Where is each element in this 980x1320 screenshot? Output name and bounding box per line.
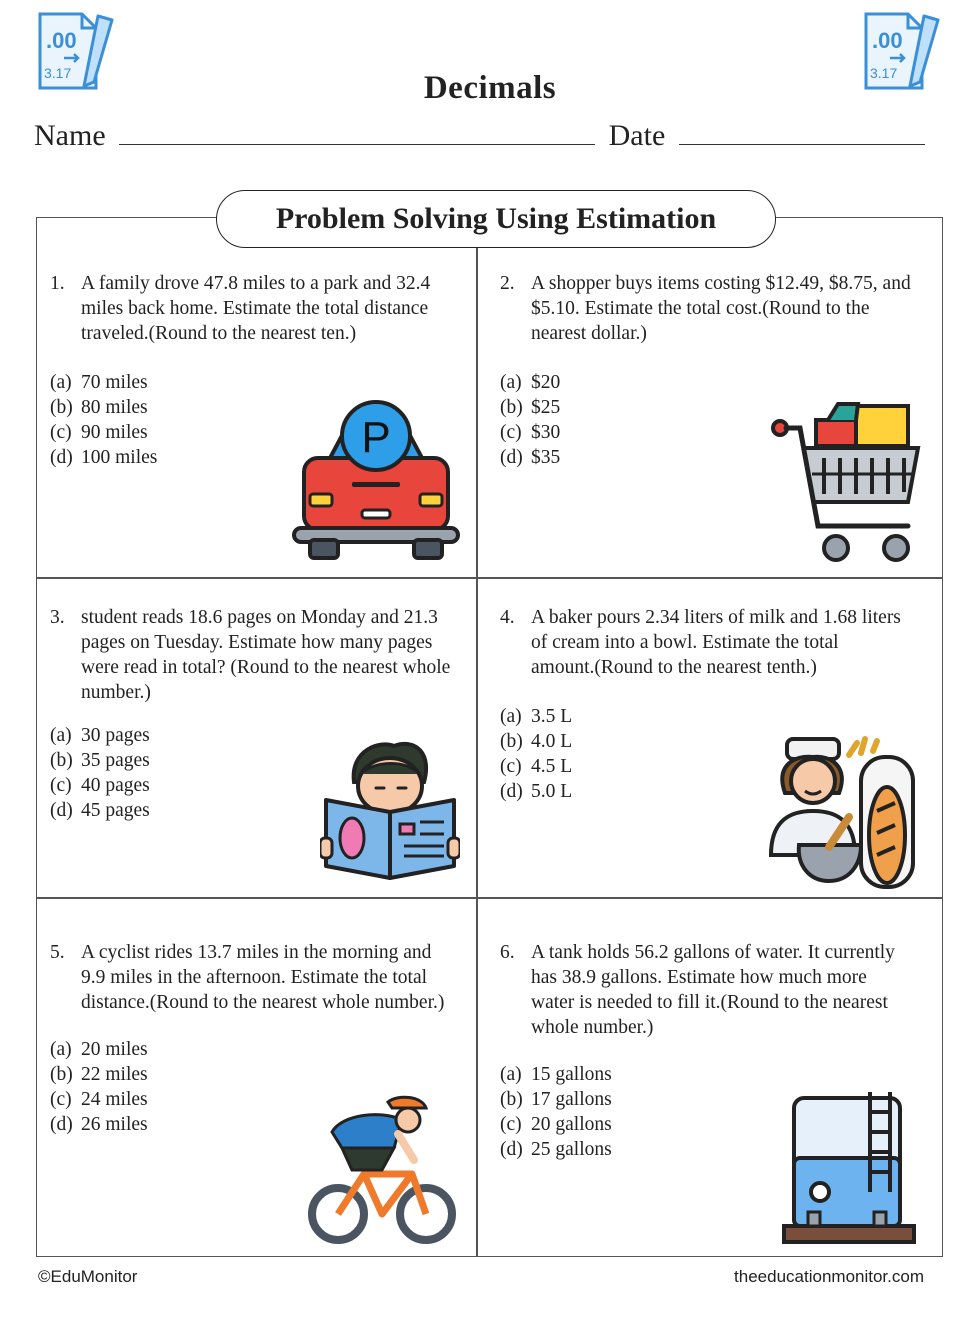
problem-number: 3. (50, 607, 65, 628)
question-line: has 38.9 gallons. Estimate how much more (531, 967, 867, 988)
date-label: Date (608, 119, 666, 152)
logo-number-text: 3.17 (44, 65, 72, 81)
answer-option-a[interactable]: (a) 20 miles (50, 1039, 148, 1060)
answer-option-a[interactable]: (a) 70 miles (50, 372, 148, 393)
question-line: distance.(Round to the nearest whole number.) (81, 992, 445, 1013)
answer-option-b[interactable]: (b) $25 (500, 397, 561, 418)
answer-options-3 (50, 723, 150, 823)
answer-option-a[interactable]: (a) 30 pages (50, 725, 150, 746)
problem-number: 6. (500, 942, 515, 963)
answer-options-2 (500, 370, 560, 470)
answer-option-d[interactable]: (d) $35 (500, 447, 561, 468)
answer-option-c[interactable]: (c) $30 (500, 422, 561, 443)
question-line: A baker pours 2.34 liters of milk and 1.68 liters (531, 607, 901, 628)
answer-option-d[interactable]: (d) 25 gallons (500, 1139, 612, 1160)
problem-question (81, 605, 450, 705)
problem-number: 1. (50, 273, 65, 294)
problem-question (531, 605, 901, 680)
answer-option-d[interactable]: (d) 100 miles (50, 447, 158, 468)
boy-reading-book-icon (320, 740, 460, 882)
answer-option-c[interactable]: (c) 20 gallons (500, 1114, 612, 1135)
problem-4 (500, 605, 940, 695)
logo-decimal-text: .00 (872, 28, 903, 53)
section-title: Problem Solving Using Estimation (216, 190, 776, 248)
question-line: A family drove 47.8 miles to a park and 32.4 (81, 273, 431, 294)
question-line: whole number.) (531, 1017, 654, 1038)
logo-decimal-text: .00 (46, 28, 77, 53)
answer-option-a[interactable]: (a) 15 gallons (500, 1064, 612, 1085)
answer-option-c[interactable]: (c) 40 pages (50, 775, 150, 796)
shopping-cart-icon (768, 398, 924, 568)
answer-options-4 (500, 704, 572, 804)
answer-option-b[interactable]: (b) 22 miles (50, 1064, 148, 1085)
question-line: water is needed to fill it.(Round to the nearest (531, 992, 888, 1013)
problem-2 (500, 271, 940, 361)
website-text: theeducationmonitor.com (734, 1267, 924, 1286)
problem-3 (50, 605, 470, 715)
parking-sign-text: P (361, 413, 391, 462)
answer-option-b[interactable]: (b) 17 gallons (500, 1089, 612, 1110)
grid-divider-horizontal (36, 897, 943, 899)
problem-number: 4. (500, 607, 515, 628)
answer-option-a[interactable]: (a) $20 (500, 372, 561, 393)
question-line: nearest dollar.) (531, 323, 647, 344)
problem-1 (50, 271, 470, 361)
date-field-line[interactable] (679, 116, 925, 145)
name-field-line[interactable] (119, 116, 595, 145)
problem-question (531, 940, 895, 1040)
problem-question (531, 271, 911, 346)
answer-option-c[interactable]: (c) 90 miles (50, 422, 148, 443)
question-line: miles back home. Estimate the total distance (81, 298, 429, 319)
problem-number: 2. (500, 273, 515, 294)
answer-option-a[interactable]: (a) 3.5 L (500, 706, 573, 727)
question-line: pages on Tuesday. Estimate how many pages (81, 632, 433, 653)
problem-6 (500, 940, 940, 1050)
cyclist-icon (302, 1094, 462, 1246)
page-title: Decimals (423, 70, 557, 106)
question-line: amount.(Round to the nearest tenth.) (531, 657, 817, 678)
answer-option-d[interactable]: (d) 45 pages (50, 800, 150, 821)
question-line: A tank holds 56.2 gallons of water. It currently (531, 942, 895, 963)
answer-options-6 (500, 1062, 612, 1162)
problem-number: 5. (50, 942, 65, 963)
water-tank-icon (780, 1088, 920, 1248)
baker-icon (765, 735, 920, 890)
answer-option-b[interactable]: (b) 4.0 L (500, 731, 573, 752)
answer-option-b[interactable]: (b) 35 pages (50, 750, 150, 771)
parked-car-icon (290, 398, 462, 566)
name-date-row (34, 116, 931, 153)
copyright-text: ©EduMonitor (38, 1267, 138, 1286)
problem-5 (50, 940, 475, 1030)
question-line: $5.10. Estimate the total cost.(Round to the (531, 298, 870, 319)
problem-question (81, 940, 444, 1015)
question-line: A shopper buys items costing $12.49, $8.75, and (531, 273, 911, 294)
question-line: were read in total? (Round to the nearest whole (81, 657, 451, 678)
grid-divider-horizontal (36, 577, 943, 579)
answer-option-c[interactable]: (c) 4.5 L (500, 756, 573, 777)
question-line: A cyclist rides 13.7 miles in the morning and (81, 942, 432, 963)
question-line: 9.9 miles in the afternoon. Estimate the total (81, 967, 428, 988)
question-line: of cream into a bowl. Estimate the total (531, 632, 839, 653)
logo-number-text: 3.17 (870, 65, 898, 81)
answer-option-c[interactable]: (c) 24 miles (50, 1089, 148, 1110)
name-label: Name (34, 119, 106, 152)
question-line: traveled.(Round to the nearest ten.) (81, 323, 357, 344)
answer-options-5 (50, 1037, 148, 1137)
question-line: number.) (81, 682, 151, 703)
answer-options-1 (50, 370, 157, 470)
answer-option-d[interactable]: (d) 5.0 L (500, 781, 573, 802)
question-line: student reads 18.6 pages on Monday and 21.3 (81, 607, 438, 628)
grid-divider-vertical (476, 217, 478, 1257)
answer-option-d[interactable]: (d) 26 miles (50, 1114, 148, 1135)
answer-option-b[interactable]: (b) 80 miles (50, 397, 148, 418)
problem-question (81, 271, 430, 346)
